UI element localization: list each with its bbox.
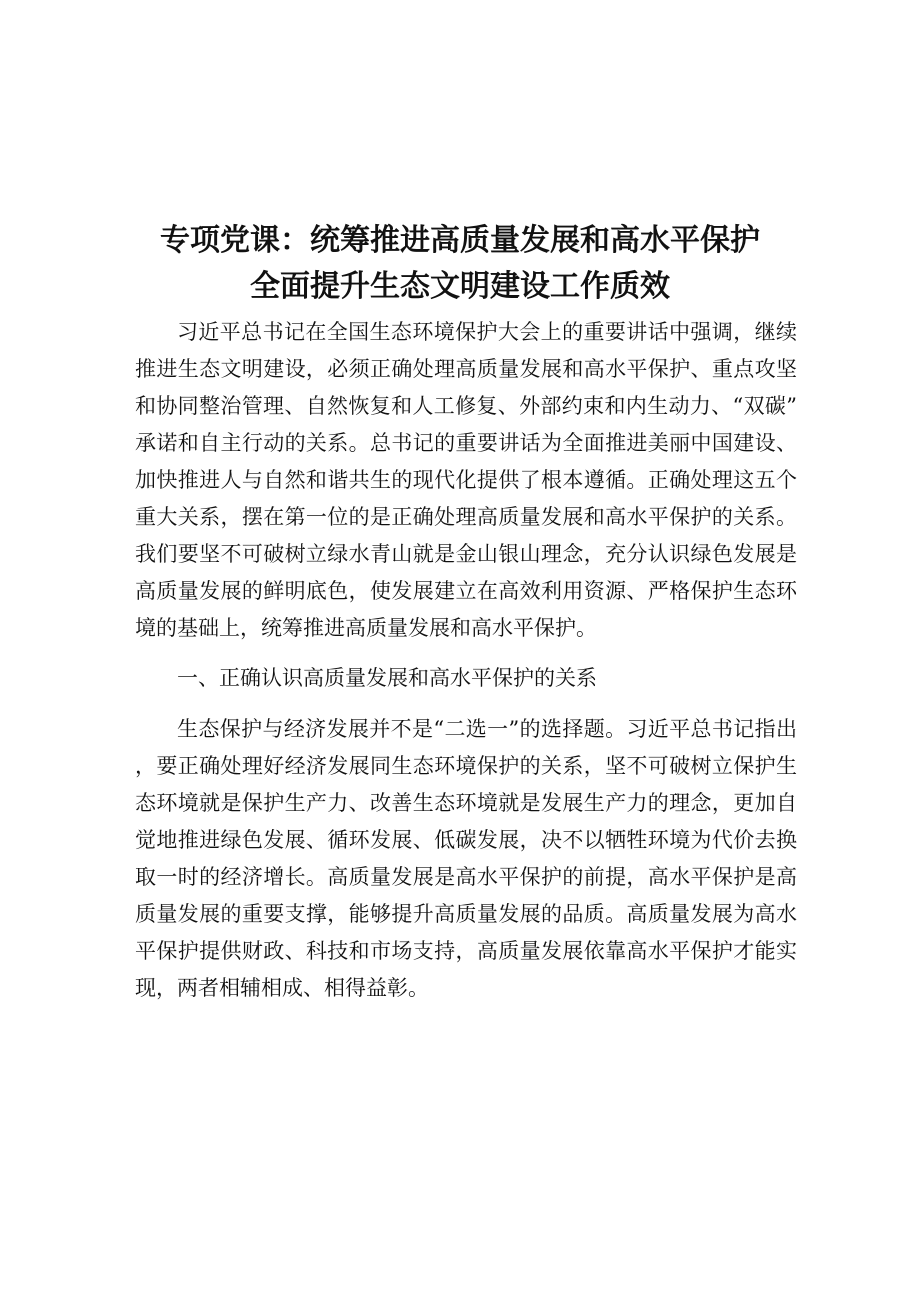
- paragraph-intro: 习近平总书记在全国生态环境保护大会上的重要讲话中强调，继续推进生态文明建设，必须正确处理高质量发展和高水平保护、重点攻坚和协同整治管理、自然恢复和人工修复、外部约束和内生动力、“双碳”承诺和自主行动的关系。总书记的重要讲话为全面推进美丽中国建设、加快推进人与自然和谐共生的现代化提供了根本遵循。正确处理这五个重大关系，摆在第一位的是正确处理高质量发展和高水平保护的关系。我们要坚不可破树立绿水青山就是金山银山理念，充分认识绿色发展是高质量发展的鲜明底色，使发展建立在高效利用资源、严格保护生态环境的基础上，统筹推进高质量发展和高水平保护。: [135, 320, 797, 640]
- document-body: [135, 314, 797, 1007]
- section-heading-1: 一、正确认识高质量发展和高水平保护的关系: [177, 666, 597, 690]
- title-line-1: 专项党课：统筹推进高质量发展和高水平保护: [160, 223, 760, 258]
- document-title: [0, 218, 920, 310]
- title-line-2: 全面提升生态文明建设工作质效: [250, 269, 670, 304]
- paragraph-section-1: 生态保护与经济发展并不是“二选一”的选择题。习近平总书记指出，要正确处理好经济发展同生态环境保护的关系，坚不可破树立保护生态环境就是保护生产力、改善生态环境就是发展生产力的理念，更加自觉地推进绿色发展、循环发展、低碳发展，决不以牺牲环境为代价去换取一时的经济增长。高质量发展是高水平保护的前提，高水平保护是高质量发展的重要支撑，能够提升高质量发展的品质。高质量发展为高水平保护提供财政、科技和市场支持，高质量发展依靠高水平保护才能实现，两者相辅相成、相得益彰。: [135, 717, 797, 1000]
